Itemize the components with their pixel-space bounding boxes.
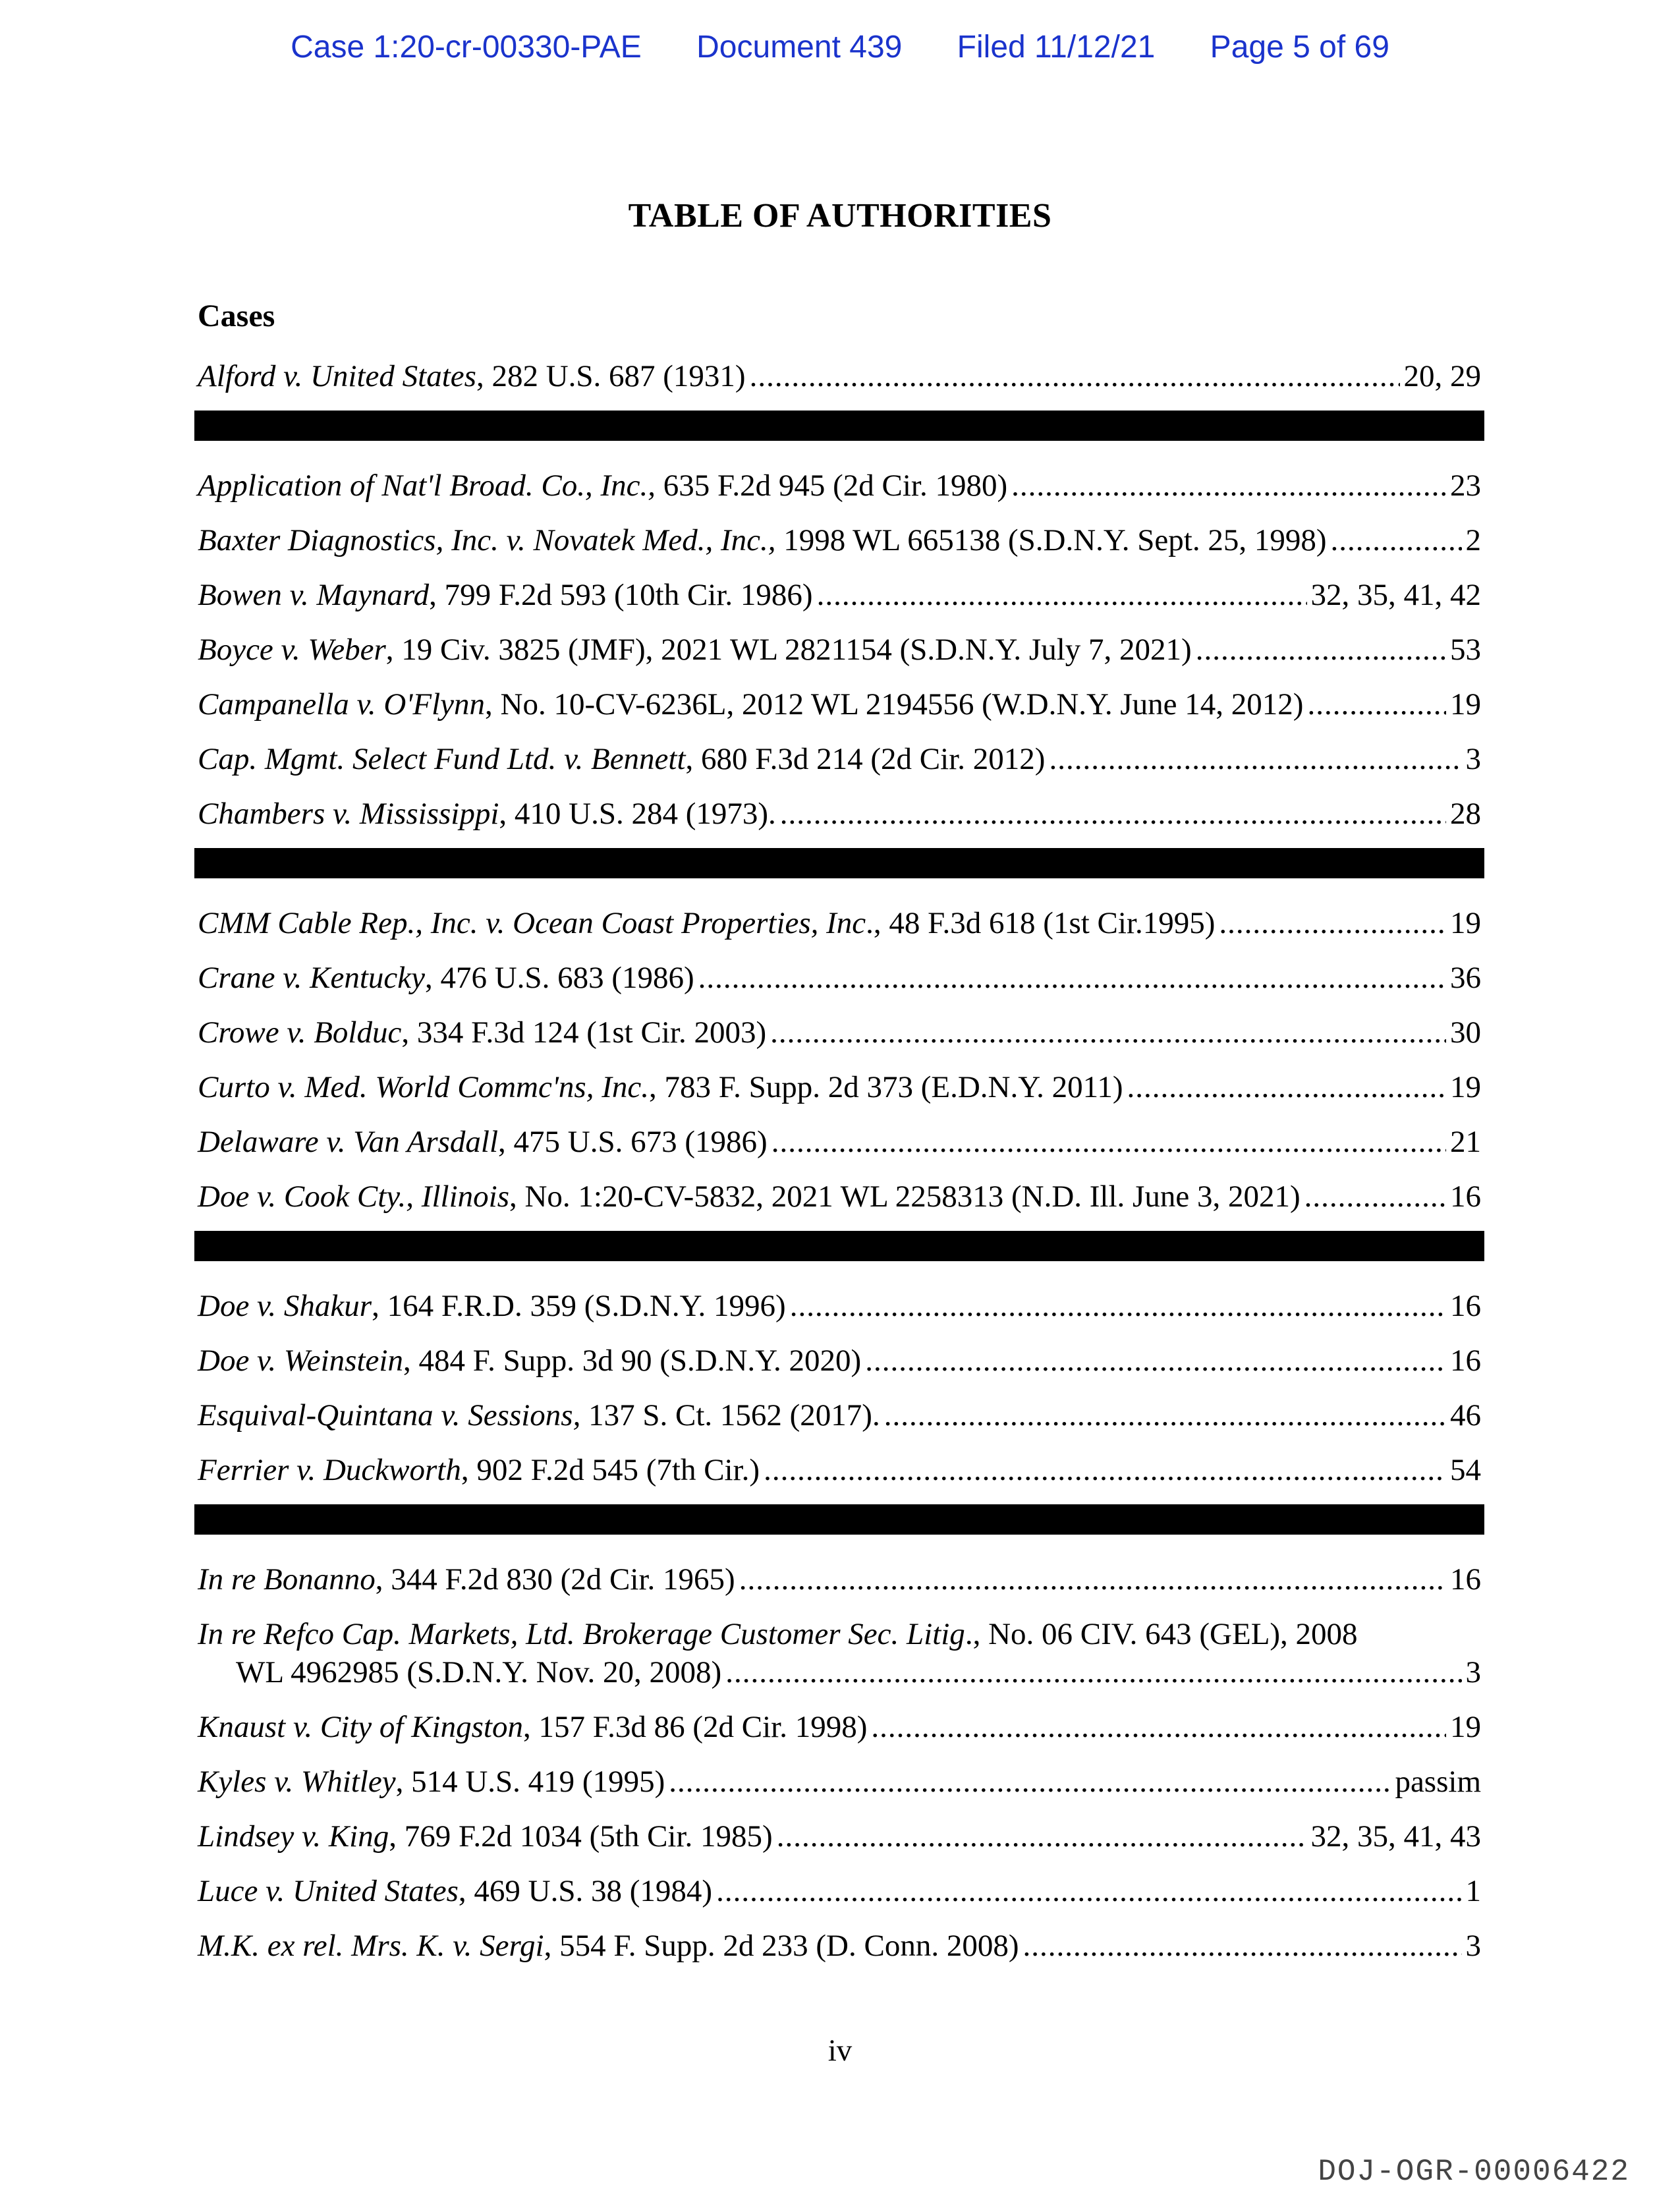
page-references: 23 bbox=[1450, 468, 1481, 503]
dot-leader bbox=[865, 1334, 1446, 1388]
dot-leader bbox=[770, 1006, 1446, 1060]
case-name: M.K. ex rel. Mrs. K. v. Sergi bbox=[198, 1929, 544, 1963]
citation: , 554 F. Supp. 2d 233 (D. Conn. 2008) bbox=[544, 1929, 1019, 1963]
citation: , 19 Civ. 3825 (JMF), 2021 WL 2821154 (S.D.N.Y. July 7, 2021) bbox=[385, 633, 1192, 667]
authority-text bbox=[198, 568, 813, 623]
authority-text bbox=[198, 896, 1215, 951]
dot-leader bbox=[725, 1653, 1461, 1691]
dot-leader bbox=[884, 1388, 1446, 1443]
redaction-bar bbox=[194, 848, 1484, 878]
authority-entry bbox=[198, 568, 1481, 623]
authority-entry bbox=[198, 951, 1481, 1006]
citation: , 902 F.2d 545 (7th Cir.) bbox=[461, 1453, 760, 1487]
authority-entry bbox=[198, 1700, 1481, 1755]
bates-number: DOJ-OGR-00006422 bbox=[1318, 2155, 1630, 2189]
case-name: Knaust v. City of Kingston bbox=[198, 1710, 523, 1744]
case-name: Esquival-Quintana v. Sessions, bbox=[198, 1398, 581, 1432]
authority-text bbox=[198, 459, 1007, 513]
page-references: 1 bbox=[1465, 1874, 1481, 1908]
citation: , No. 1:20-CV-5832, 2021 WL 2258313 (N.D. Ill. June 3, 2021) bbox=[509, 1179, 1301, 1214]
authority-entry bbox=[198, 677, 1481, 732]
authority-text bbox=[198, 1700, 867, 1755]
authority-text bbox=[198, 1115, 768, 1170]
authority-text bbox=[198, 1006, 766, 1060]
document-number: Document 439 bbox=[696, 30, 903, 65]
authority-text bbox=[198, 513, 1327, 568]
page-references: 30 bbox=[1450, 1015, 1481, 1050]
page-references: 28 bbox=[1450, 797, 1481, 831]
case-name: Doe v. Shakur bbox=[198, 1289, 372, 1323]
authority-entry bbox=[198, 732, 1481, 787]
dot-leader bbox=[1127, 1060, 1446, 1115]
authority-entry bbox=[198, 1607, 1481, 1700]
citation: , 410 U.S. 284 (1973). bbox=[499, 797, 776, 831]
redaction-row bbox=[198, 1498, 1481, 1552]
citation: , 334 F.3d 124 (1st Cir. 2003) bbox=[401, 1015, 767, 1050]
authority-entry bbox=[198, 1864, 1481, 1919]
redaction-row bbox=[198, 1224, 1481, 1279]
authority-entry bbox=[198, 1388, 1481, 1443]
case-name: Bowen v. Maynard bbox=[198, 578, 430, 612]
page-references: passim bbox=[1395, 1765, 1481, 1799]
authority-entry bbox=[198, 1060, 1481, 1115]
dot-leader bbox=[698, 951, 1446, 1006]
page-references: 19 bbox=[1450, 1710, 1481, 1744]
page-title: TABLE OF AUTHORITIES bbox=[628, 197, 1052, 235]
citation: ., 48 F.3d 618 (1st Cir.1995) bbox=[866, 906, 1216, 940]
case-name: Chambers v. Mississippi bbox=[198, 797, 499, 831]
citation: , No. 10-CV-6236L, 2012 WL 2194556 (W.D.N.Y. June 14, 2012) bbox=[485, 687, 1304, 722]
case-name: Cap. Mgmt. Select Fund Ltd. v. Bennett bbox=[198, 742, 686, 776]
authority-entry bbox=[198, 1279, 1481, 1334]
authority-text bbox=[198, 1060, 1123, 1115]
dot-leader bbox=[716, 1864, 1461, 1919]
dot-leader bbox=[790, 1279, 1446, 1334]
case-name: Kyles v. Whitley bbox=[198, 1765, 396, 1799]
case-name: Delaware v. Van Arsdall bbox=[198, 1125, 499, 1159]
dot-leader bbox=[1022, 1919, 1461, 1973]
case-name: Ferrier v. Duckworth bbox=[198, 1453, 461, 1487]
dot-leader bbox=[739, 1552, 1446, 1607]
case-name: Doe v. Cook Cty., Illinois bbox=[198, 1179, 509, 1214]
authority-entry bbox=[198, 1115, 1481, 1170]
page-references: 19 bbox=[1450, 1070, 1481, 1104]
authority-entry-line bbox=[198, 1653, 1481, 1691]
dot-leader bbox=[817, 568, 1307, 623]
authority-text bbox=[198, 349, 746, 404]
case-name: Lindsey v. King bbox=[198, 1819, 389, 1854]
authority-entry bbox=[198, 1006, 1481, 1060]
page-references: 16 bbox=[1450, 1562, 1481, 1597]
dot-leader bbox=[1196, 623, 1446, 677]
case-name: Application of Nat'l Broad. Co., Inc., bbox=[198, 468, 656, 503]
dot-leader bbox=[750, 349, 1400, 404]
page-references: 21 bbox=[1450, 1125, 1481, 1159]
authority-text bbox=[198, 1334, 861, 1388]
authority-entry-line bbox=[198, 1615, 1481, 1653]
dot-leader bbox=[1049, 732, 1461, 787]
case-name: Doe v. Weinstein bbox=[198, 1344, 403, 1378]
authority-text bbox=[198, 1170, 1301, 1224]
authority-text bbox=[198, 1279, 786, 1334]
case-name: CMM Cable Rep., Inc. v. Ocean Coast Properties, Inc bbox=[198, 906, 866, 940]
dot-leader bbox=[871, 1700, 1446, 1755]
dot-leader bbox=[771, 1115, 1446, 1170]
case-name: Curto v. Med. World Commc'ns, Inc. bbox=[198, 1070, 649, 1104]
citation: 137 S. Ct. 1562 (2017). bbox=[580, 1398, 880, 1432]
authority-entry bbox=[198, 1334, 1481, 1388]
page-references: 16 bbox=[1450, 1289, 1481, 1323]
case-name: Crowe v. Bolduc bbox=[198, 1015, 402, 1050]
case-header bbox=[0, 29, 1680, 65]
redaction-bar bbox=[194, 411, 1484, 441]
authority-text bbox=[198, 787, 776, 841]
citation: , 469 U.S. 38 (1984) bbox=[458, 1874, 713, 1908]
citation: , 164 F.R.D. 359 (S.D.N.Y. 1996) bbox=[372, 1289, 786, 1323]
authority-entry bbox=[198, 1755, 1481, 1809]
section-heading-cases: Cases bbox=[198, 298, 275, 333]
citation: , 514 U.S. 419 (1995) bbox=[395, 1765, 665, 1799]
dot-leader bbox=[777, 1809, 1307, 1864]
dot-leader bbox=[1307, 677, 1446, 732]
citation: , 476 U.S. 683 (1986) bbox=[424, 961, 694, 995]
authority-text bbox=[198, 677, 1303, 732]
page-references: 32, 35, 41, 43 bbox=[1310, 1819, 1481, 1854]
authority-text bbox=[198, 623, 1192, 677]
citation: , 157 F.3d 86 (2d Cir. 1998) bbox=[522, 1710, 868, 1744]
redaction-row bbox=[198, 404, 1481, 459]
page-references: 3 bbox=[1465, 742, 1481, 776]
authority-entry bbox=[198, 1552, 1481, 1607]
authority-text bbox=[198, 732, 1045, 787]
case-name: Boyce v. Weber bbox=[198, 633, 386, 667]
authority-entry bbox=[198, 1809, 1481, 1864]
filed-date: Filed 11/12/21 bbox=[957, 30, 1156, 65]
page-references: 53 bbox=[1450, 633, 1481, 667]
redaction-row bbox=[198, 841, 1481, 896]
redaction-bar bbox=[194, 1231, 1484, 1261]
authority-entry bbox=[198, 513, 1481, 568]
citation: , 799 F.2d 593 (10th Cir. 1986) bbox=[429, 578, 813, 612]
page-references: 16 bbox=[1450, 1344, 1481, 1378]
authority-entry bbox=[198, 1170, 1481, 1224]
dot-leader bbox=[1304, 1170, 1446, 1224]
authorities-list bbox=[198, 349, 1481, 1973]
case-name: In re Bonanno bbox=[198, 1562, 376, 1597]
page-references: 19 bbox=[1450, 906, 1481, 940]
dot-leader bbox=[1219, 896, 1446, 951]
page-references: 20, 29 bbox=[1403, 359, 1481, 393]
authority-entry bbox=[198, 1443, 1481, 1498]
authority-entry bbox=[198, 787, 1481, 841]
authority-text bbox=[198, 1443, 760, 1498]
authority-text bbox=[198, 1755, 665, 1809]
citation: , 475 U.S. 673 (1986) bbox=[498, 1125, 768, 1159]
citation: 1998 WL 665138 (S.D.N.Y. Sept. 25, 1998) bbox=[775, 523, 1327, 557]
dot-leader bbox=[764, 1443, 1446, 1498]
page-indicator: Page 5 of 69 bbox=[1210, 30, 1389, 65]
citation: , 344 F.2d 830 (2d Cir. 1965) bbox=[375, 1562, 735, 1597]
citation: , 769 F.2d 1034 (5th Cir. 1985) bbox=[389, 1819, 773, 1854]
citation-continued: WL 4962985 (S.D.N.Y. Nov. 20, 2008) bbox=[236, 1655, 722, 1689]
citation: , 282 U.S. 687 (1931) bbox=[476, 359, 746, 393]
case-name: Crane v. Kentucky bbox=[198, 961, 425, 995]
case-name: In re Refco Cap. Markets, Ltd. Brokerage Customer Sec. Litig bbox=[198, 1617, 965, 1651]
case-name: Campanella v. O'Flynn bbox=[198, 687, 486, 722]
page-references: 16 bbox=[1450, 1179, 1481, 1214]
page-references: 19 bbox=[1450, 687, 1481, 722]
dot-leader bbox=[1331, 513, 1462, 568]
dot-leader bbox=[1011, 459, 1446, 513]
page-references: 2 bbox=[1465, 523, 1481, 557]
authority-entry bbox=[198, 623, 1481, 677]
page-references: 36 bbox=[1450, 961, 1481, 995]
page-references: 46 bbox=[1450, 1398, 1481, 1432]
citation: , 680 F.3d 214 (2d Cir. 2012) bbox=[685, 742, 1046, 776]
authority-text bbox=[198, 1388, 880, 1443]
page-references: 3 bbox=[1465, 1655, 1481, 1689]
authority-text bbox=[198, 1809, 773, 1864]
page-references: 54 bbox=[1450, 1453, 1481, 1487]
case-name: Baxter Diagnostics, Inc. v. Novatek Med., Inc., bbox=[198, 523, 776, 557]
page-references: 32, 35, 41, 42 bbox=[1310, 578, 1481, 612]
citation: , 783 F. Supp. 2d 373 (E.D.N.Y. 2011) bbox=[648, 1070, 1123, 1104]
dot-leader bbox=[780, 787, 1446, 841]
citation: ., No. 06 CIV. 643 (GEL), 2008 bbox=[965, 1617, 1358, 1651]
authority-entry bbox=[198, 1919, 1481, 1973]
dot-leader bbox=[669, 1755, 1391, 1809]
redaction-bar bbox=[194, 1504, 1484, 1535]
authority-entry bbox=[198, 459, 1481, 513]
authority-text bbox=[198, 951, 694, 1006]
authority-text bbox=[198, 1864, 712, 1919]
case-name: Alford v. United States bbox=[198, 359, 476, 393]
authority-text bbox=[198, 1552, 735, 1607]
citation: 635 F.2d 945 (2d Cir. 1980) bbox=[656, 468, 1008, 503]
case-name: Luce v. United States bbox=[198, 1874, 459, 1908]
authority-entry bbox=[198, 349, 1481, 404]
citation: , 484 F. Supp. 3d 90 (S.D.N.Y. 2020) bbox=[403, 1344, 862, 1378]
page-references: 3 bbox=[1465, 1929, 1481, 1963]
page-number: iv bbox=[827, 2033, 853, 2068]
authority-entry bbox=[198, 896, 1481, 951]
authority-text bbox=[198, 1919, 1019, 1973]
case-number: Case 1:20-cr-00330-PAE bbox=[291, 30, 642, 65]
